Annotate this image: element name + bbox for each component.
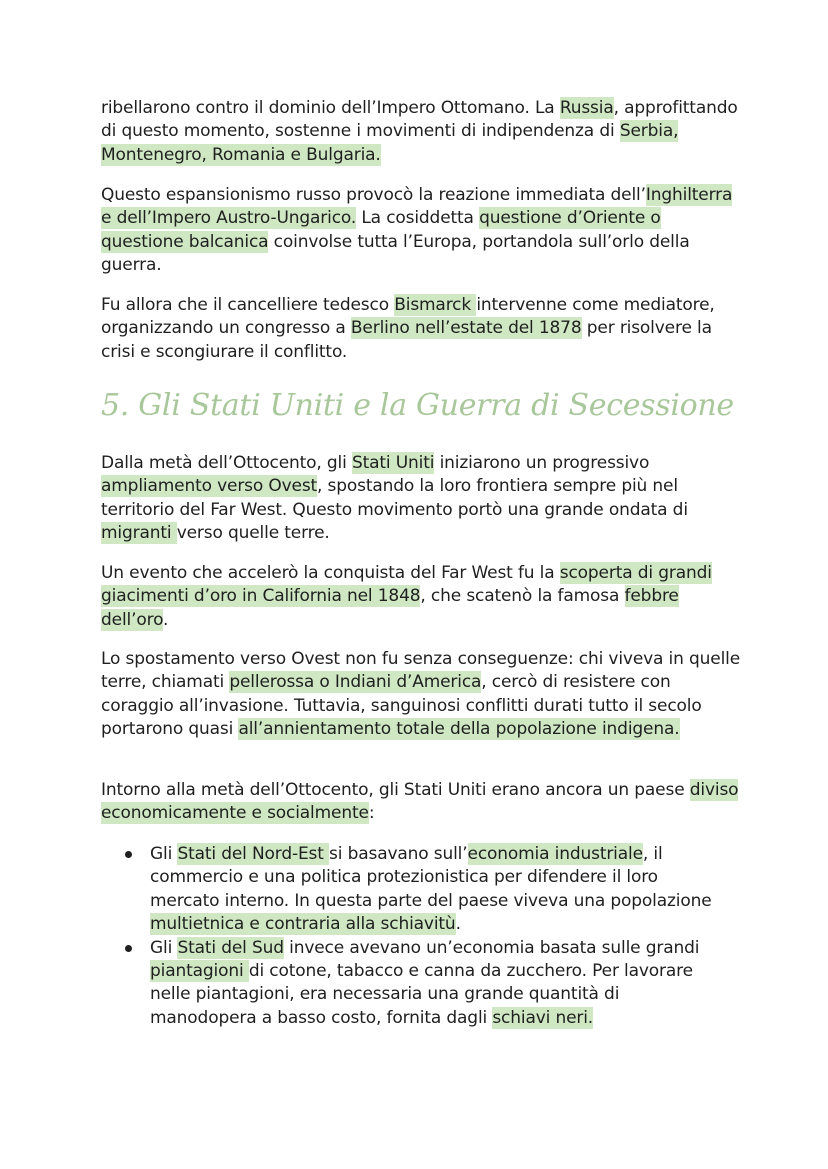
highlight: Stati del Sud xyxy=(177,937,284,958)
bullet-list xyxy=(101,843,731,1030)
paragraph-eastern-question xyxy=(101,184,741,278)
highlight: all’annientamento totale della popolazione indigena. xyxy=(238,719,680,740)
text: . xyxy=(163,609,169,630)
highlight: febbre dell’oro xyxy=(101,586,679,630)
paragraph-westward-expansion xyxy=(101,452,741,546)
highlight: diviso economicamente e socialmente xyxy=(101,780,739,824)
highlight: ampliamento verso Ovest xyxy=(101,476,318,497)
section-heading: 5. Gli Stati Uniti e la Guerra di Secessione xyxy=(101,388,734,423)
text: , spostando la loro frontiera sempre più nel territorio del Far West. Questo movimento portò una grande ondata di xyxy=(101,476,688,520)
text: : xyxy=(368,803,375,824)
text: Un evento che accelerò la conquista del Far West fu la xyxy=(101,563,560,583)
text: Intorno alla metà dell’Ottocento, gli Stati Uniti erano ancora un paese xyxy=(101,780,690,800)
highlight: Bismarck xyxy=(394,295,477,315)
text: iniziarono un progressivo xyxy=(434,453,650,473)
text: Questo espansionismo russo provocò la reazione immediata dell’ xyxy=(101,185,646,205)
bullet-icon xyxy=(125,851,132,858)
text: Fu allora che il cancelliere tedesco xyxy=(101,295,395,315)
highlight: migranti xyxy=(101,523,177,544)
highlight: Russia xyxy=(559,98,614,118)
highlight: schiavi neri. xyxy=(492,1007,594,1028)
highlight: piantagioni xyxy=(150,961,249,982)
text: Gli xyxy=(150,937,178,958)
paragraph-congress-of-berlin xyxy=(101,294,741,364)
highlight: multietnica e contraria alla schiavitù xyxy=(150,914,456,935)
text: , che scatenò la famosa xyxy=(420,586,625,607)
paragraph-balkan-independence xyxy=(101,97,741,167)
highlight: Berlino nell’estate del 1878 xyxy=(350,318,582,339)
text: si basavano sull’ xyxy=(329,844,468,864)
text: La cosiddetta xyxy=(356,208,480,229)
text: Lo spostamento verso Ovest non fu senza conseguenze: chi viveva in quelle terre, chiamati xyxy=(101,649,741,693)
text: , il commercio e una politica protezionistica per difendere il loro mercato interno. In questa parte del paese viveva una popolazione xyxy=(150,844,712,911)
text: di cotone, tabacco e canna da zucchero. Per lavorare nelle piantagioni, era necessaria una grande quantità di manodopera a basso costo, fornita dagli xyxy=(150,961,693,1028)
paragraph-native-americans xyxy=(101,648,741,742)
text: verso quelle terre. xyxy=(176,523,330,544)
text: . xyxy=(455,914,461,935)
text: , approfittando di questo momento, sostenne i movimenti di indipendenza di xyxy=(101,98,738,142)
text: ribellarono contro il dominio dell’Impero Ottomano. La xyxy=(101,98,560,118)
highlight: pellerossa o Indiani d’America xyxy=(229,672,482,693)
text: coinvolse tutta l’Europa, portandola sull’orlo della guerra. xyxy=(101,231,690,276)
highlight: questione d’Oriente o questione balcanica xyxy=(101,208,661,252)
paragraph-divided-country xyxy=(101,779,741,826)
bullet-icon xyxy=(125,945,132,952)
highlight: economia industriale xyxy=(467,844,643,864)
paragraph-gold-rush xyxy=(101,562,741,632)
text: , cercò di resistere con coraggio all’invasione. Tuttavia, sanguinosi conflitti durati tutto il secolo portarono quasi xyxy=(101,672,702,740)
text: Gli xyxy=(150,844,178,864)
list-item-south xyxy=(101,937,731,1031)
text: Dalla metà dell’Ottocento, gli xyxy=(101,453,352,473)
text: per risolvere la crisi e scongiurare il conflitto. xyxy=(101,318,712,362)
highlight: Inghilterra e dell’Impero Austro-Ungarico. xyxy=(101,185,733,229)
highlight: Stati del Nord-Est xyxy=(177,844,330,864)
text: invece avevano un’economia basata sulle grandi xyxy=(283,937,700,958)
highlight: Serbia, Montenegro, Romania e Bulgaria. xyxy=(101,121,679,165)
highlight: scoperta di grandi giacimenti d’oro in California nel 1848 xyxy=(101,563,712,607)
list-item-north xyxy=(101,843,731,937)
highlight: Stati Uniti xyxy=(351,453,435,473)
text: intervenne come mediatore, organizzando un congresso a xyxy=(101,295,715,339)
